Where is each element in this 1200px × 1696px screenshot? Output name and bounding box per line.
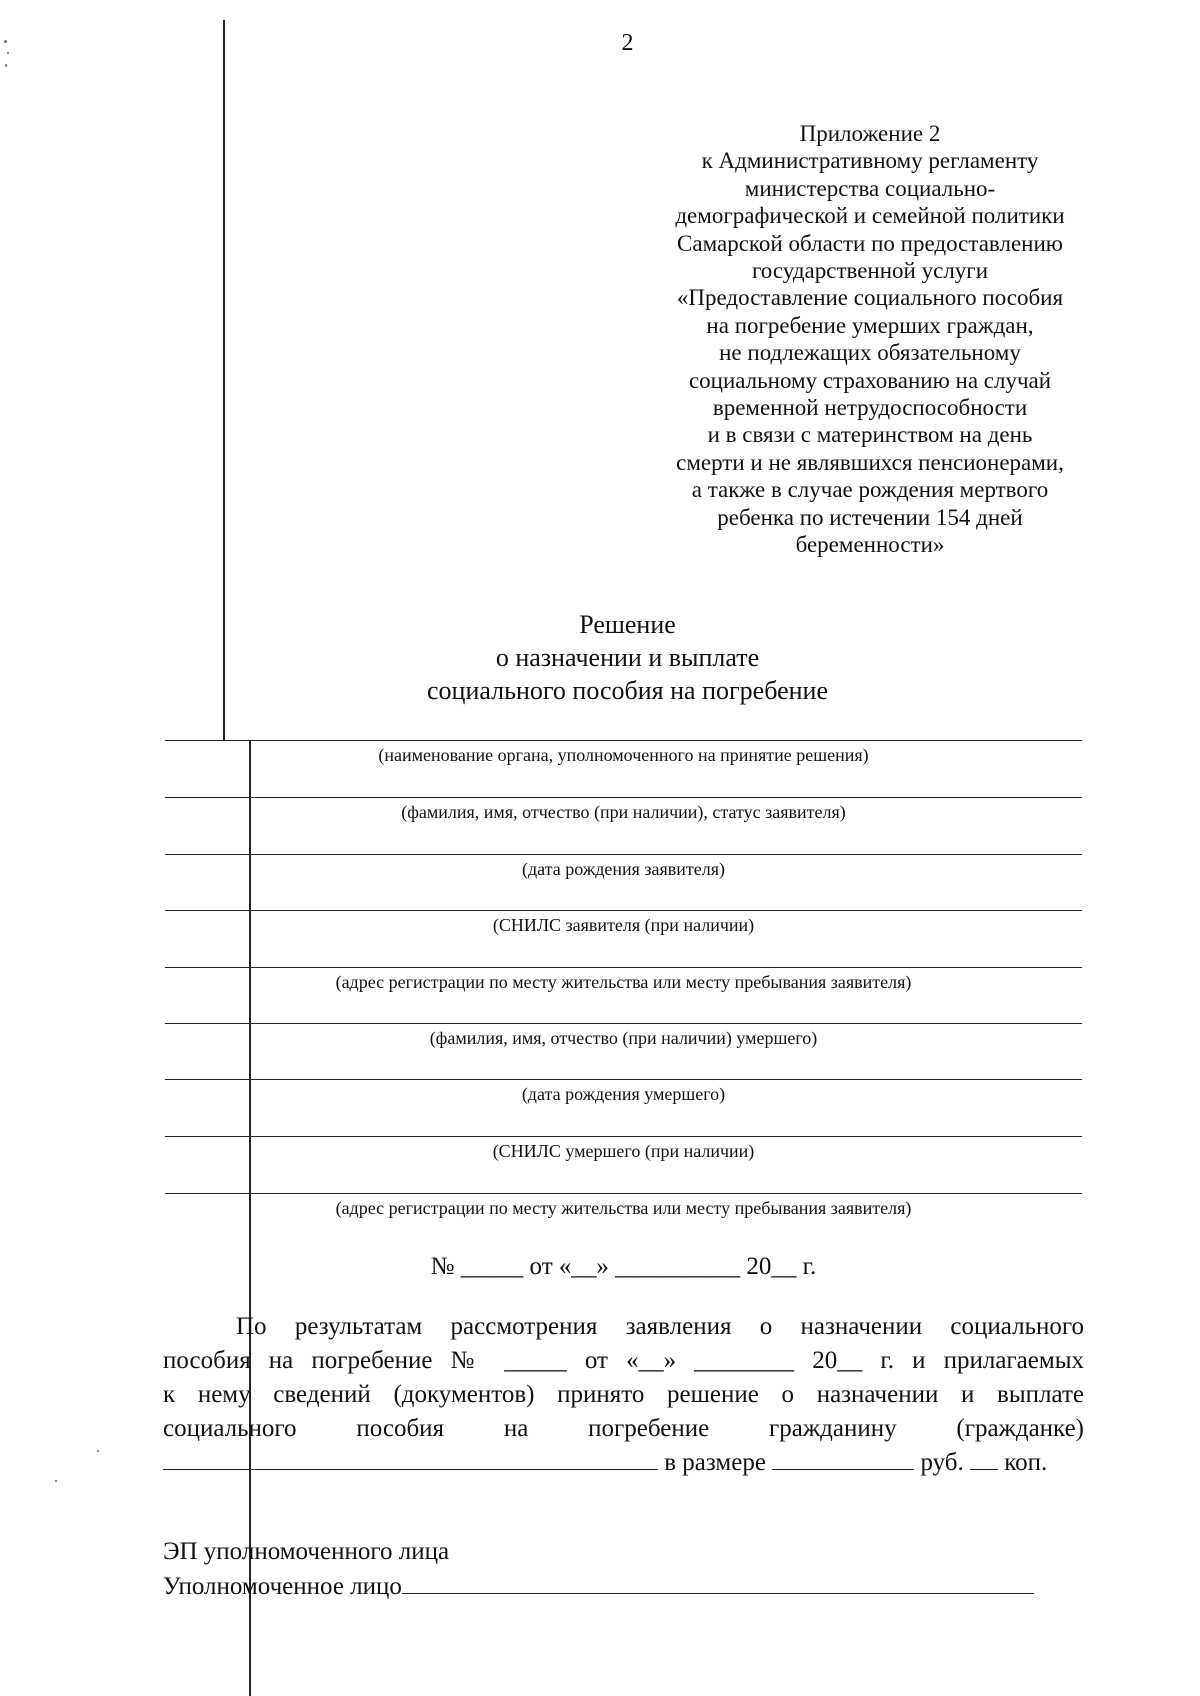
appendix-line: временной нетрудоспособности xyxy=(712,395,1028,421)
appendix-line: Самарской области по предоставлению xyxy=(677,230,1063,256)
appendix-line: демографической и семейной политики xyxy=(675,203,1065,229)
appendix-line: министерства социально- xyxy=(744,175,996,201)
scan-speck xyxy=(55,1480,57,1482)
kop-label: коп. xyxy=(1004,1449,1048,1476)
deceased-snils-caption: (СНИЛС умершего (при наличии) xyxy=(492,1141,755,1161)
appendix-line: государственной услуги xyxy=(751,258,989,284)
amount-rub-blank[interactable] xyxy=(772,1447,914,1470)
applicant-name-caption: (фамилия, имя, отчество (при наличии), статус заявителя) xyxy=(401,802,846,822)
body-line: По результатам рассмотрения заявления о назначении социального xyxy=(236,1313,1084,1340)
page-number: 2 xyxy=(621,30,634,56)
appendix-line: а также в случае рождения мертвого xyxy=(691,477,1049,503)
amount-kop-blank[interactable] xyxy=(970,1447,998,1470)
body-line: к нему сведений (документов) принято решение о назначении и выплате xyxy=(163,1381,1084,1408)
appendix-line: к Административному регламенту xyxy=(701,148,1039,174)
signature-block xyxy=(163,1535,1084,1604)
applicant-snils-caption: (СНИЛС заявителя (при наличии) xyxy=(492,915,755,935)
appendix-line: и в связи с материнством на день xyxy=(707,422,1033,448)
applicant-birthdate-line[interactable] xyxy=(165,854,1082,855)
deceased-address-caption: (адрес регистрации по месту жительства или месту пребывания заявителя) xyxy=(335,1198,912,1218)
rub-label: руб. xyxy=(920,1449,964,1476)
applicant-address-caption: (адрес регистрации по месту жительства или месту пребывания заявителя) xyxy=(335,972,912,992)
decision-number-date: № _____ от «__» __________ 20__ г. xyxy=(430,1253,817,1280)
title-line: социального пособия на погребение xyxy=(427,676,828,705)
body-line: социального пособия на погребение гражданину (гражданке) xyxy=(163,1415,1084,1442)
body-line: пособия на погребение № _____ от «__» ________ 20__ г. и прилагаемых xyxy=(163,1347,1084,1374)
electronic-signature-label: ЭП уполномоченного лица xyxy=(163,1538,450,1565)
appendix-line: «Предоставление социального пособия xyxy=(676,285,1064,311)
deceased-name-line[interactable] xyxy=(165,1023,1082,1024)
appendix-line: на погребение умерших граждан, xyxy=(706,312,1034,338)
authority-name-caption: (наименование органа, уполномоченного на принятие решения) xyxy=(378,745,869,765)
applicant-birthdate-caption: (дата рождения заявителя) xyxy=(521,859,726,879)
appendix-line: ребенка по истечении 154 дней xyxy=(717,504,1023,530)
authorized-person-signature-line[interactable] xyxy=(402,1569,1034,1594)
applicant-address-line[interactable] xyxy=(165,967,1082,968)
authorized-person-row xyxy=(163,1569,1084,1604)
scan-speck xyxy=(5,64,7,67)
deceased-name-caption: (фамилия, имя, отчество (при наличии) умершего) xyxy=(429,1028,818,1048)
deceased-birthdate-line[interactable] xyxy=(165,1079,1082,1080)
decision-body xyxy=(163,1310,1084,1480)
applicant-snils-line[interactable] xyxy=(165,910,1082,911)
amount-line xyxy=(163,1446,1084,1480)
appendix-line: не подлежащих обязательному xyxy=(719,340,1021,366)
appendix-line: беременности» xyxy=(795,532,945,558)
title-line: о назначении и выплате xyxy=(495,643,760,672)
authority-name-line[interactable] xyxy=(165,740,1082,741)
recipient-name-blank[interactable] xyxy=(163,1447,658,1470)
appendix-line: социальному страхованию на случай xyxy=(688,367,1052,393)
document-title xyxy=(0,608,1200,707)
deceased-birthdate-caption: (дата рождения умершего) xyxy=(521,1084,726,1104)
appendix-line: Приложение 2 xyxy=(799,121,941,146)
title-line: Решение xyxy=(579,610,676,639)
appendix-header xyxy=(630,120,1110,559)
amount-label: в размере xyxy=(664,1449,766,1476)
appendix-line: смерти и не являвшихся пенсионерами, xyxy=(676,449,1064,475)
applicant-name-line[interactable] xyxy=(165,797,1082,798)
deceased-snils-line[interactable] xyxy=(165,1136,1082,1137)
authorized-person-label: Уполномоченное лицо xyxy=(163,1573,402,1600)
deceased-address-line[interactable] xyxy=(165,1193,1082,1194)
scan-speck xyxy=(97,1450,99,1452)
